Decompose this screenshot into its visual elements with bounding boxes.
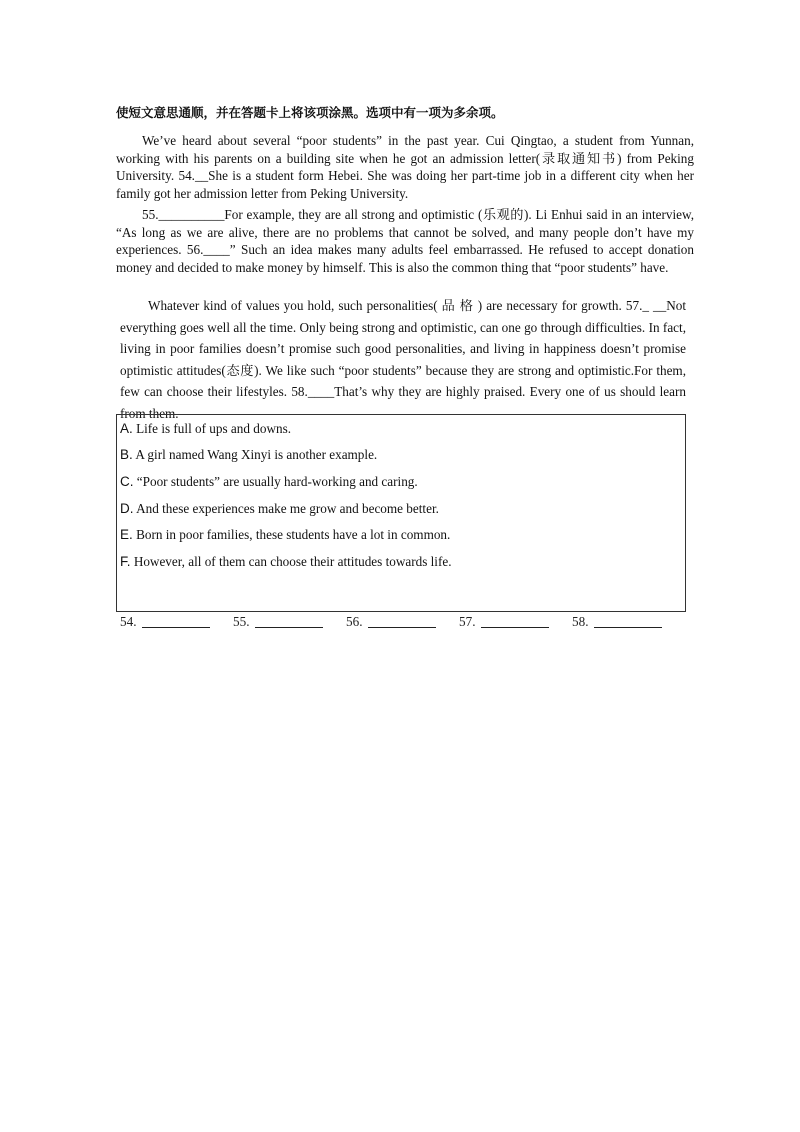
answer-line bbox=[368, 614, 436, 628]
option-f bbox=[120, 554, 452, 570]
option-a bbox=[120, 421, 291, 437]
answer-line bbox=[481, 614, 549, 628]
answer-line bbox=[594, 614, 662, 628]
answer-blank-56[interactable] bbox=[346, 614, 436, 630]
answer-blank-58[interactable] bbox=[572, 614, 662, 630]
option-letter: A. bbox=[120, 421, 133, 436]
answer-blank-57[interactable] bbox=[459, 614, 549, 630]
answer-number: 56. bbox=[346, 614, 363, 629]
option-c bbox=[120, 474, 418, 490]
answer-number: 54. bbox=[120, 614, 137, 629]
answer-row bbox=[120, 614, 680, 634]
option-text: A girl named Wang Xinyi is another example. bbox=[135, 447, 378, 462]
answer-blank-55[interactable] bbox=[233, 614, 323, 630]
option-text: Life is full of ups and downs. bbox=[136, 421, 291, 436]
instruction-text: 使短文意思通顺，并在答题卡上将该项涂黑。选项中有一项为多余项。 bbox=[116, 105, 504, 120]
passage-paragraph-3: Whatever kind of values you hold, such personalities( 品 格 ) are necessary for growth. 57._ __Not everything goes well all the time. Only being strong and optimistic, can one go through difficulties. In fact, living in poor families doesn’t promise such good personalities, and living in happiness doesn’t promise optimistic attitudes(态度). We like such “poor students” because they are strong and optimistic.For them, few can choose their lifestyles. 58.____That’s why they are highly praised. Every one of us should learn from them. bbox=[120, 298, 686, 421]
option-e bbox=[120, 527, 450, 543]
passage-paragraph-2: 55.__________For example, they are all strong and optimistic (乐观的). Li Enhui said in an interview, “As long as we are alive, there are no problems that cannot be solved, and many people don’t have my experiences. 56.____” Such an idea makes many adults feel embarrassed. He refused to accept donation money and decided to make money by himself. This is also the common thing that “poor students” have. bbox=[116, 207, 694, 275]
answer-blank-54[interactable] bbox=[120, 614, 210, 630]
option-text: Born in poor families, these students have a lot in common. bbox=[136, 527, 451, 542]
option-letter: F. bbox=[120, 554, 131, 569]
options-box bbox=[116, 414, 686, 612]
option-text: And these experiences make me grow and become better. bbox=[136, 501, 439, 516]
answer-line bbox=[255, 614, 323, 628]
answer-number: 55. bbox=[233, 614, 250, 629]
option-letter: B. bbox=[120, 447, 133, 462]
option-text: However, all of them can choose their attitudes towards life. bbox=[133, 554, 452, 569]
option-letter: C. bbox=[120, 474, 134, 489]
option-text: “Poor students” are usually hard-working and caring. bbox=[136, 474, 418, 489]
option-d bbox=[120, 501, 439, 517]
passage-paragraph-1: We’ve heard about several “poor students” in the past year. Cui Qingtao, a student from Yunnan, working with his parents on a building site when he got an admission letter(录取通知书) from Peking University. 54.__She is a student form Hebei. She was doing her part-time job in a different city when her family got her admission letter from Peking University. bbox=[116, 133, 694, 201]
option-letter: E. bbox=[120, 527, 133, 542]
option-b bbox=[120, 447, 377, 463]
answer-line bbox=[142, 614, 210, 628]
answer-number: 58. bbox=[572, 614, 589, 629]
option-letter: D. bbox=[120, 501, 134, 516]
answer-number: 57. bbox=[459, 614, 476, 629]
